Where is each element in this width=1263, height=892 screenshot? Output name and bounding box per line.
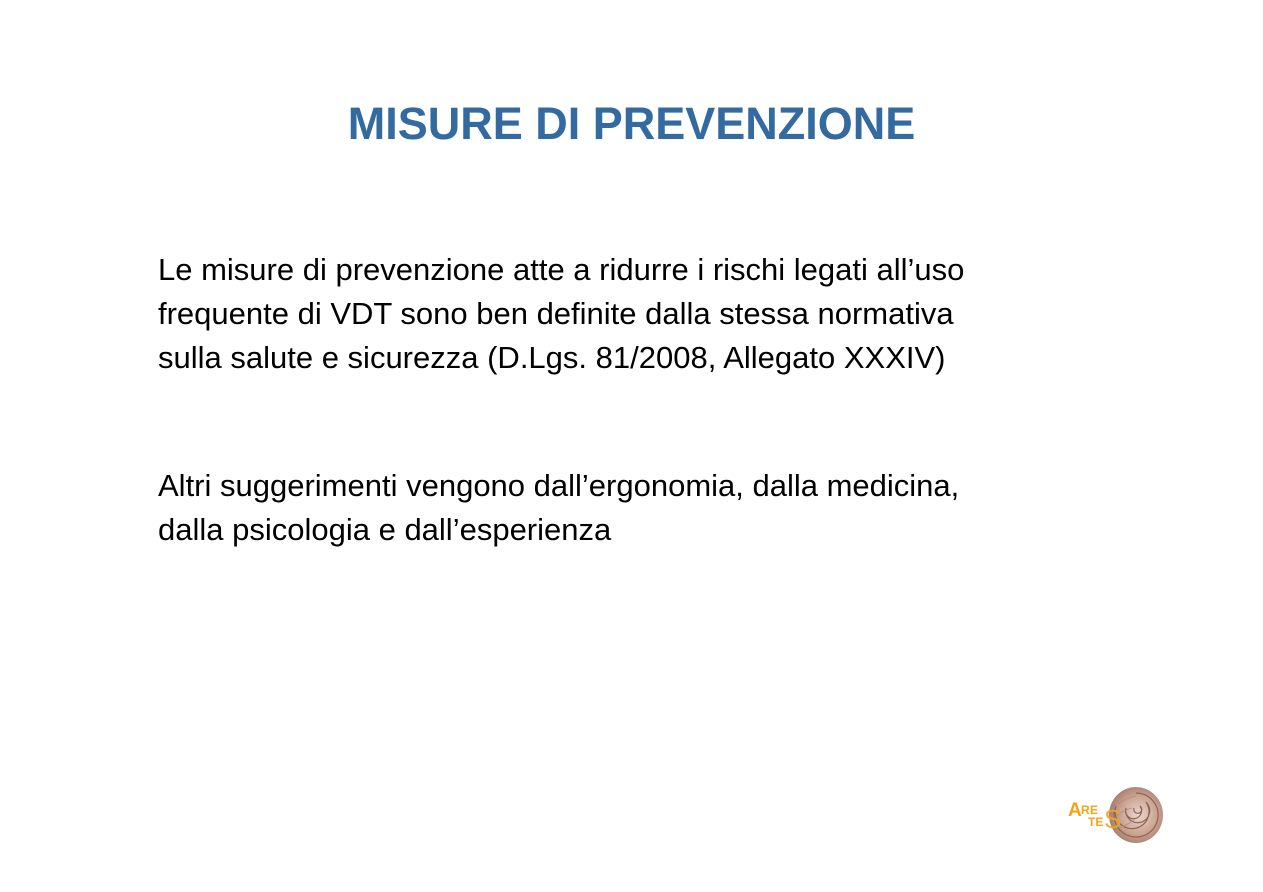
paragraph-line: dalla psicologia e dall’esperienza <box>158 512 612 547</box>
svg-text:E: E <box>1090 803 1099 817</box>
paragraph-suggerimenti <box>158 464 1158 552</box>
paragraph-line: frequente di VDT sono ben definite dalla stessa normativa <box>158 296 954 331</box>
aretes-logo <box>1066 784 1166 846</box>
slide-title: MISURE DI PREVENZIONE <box>347 98 916 149</box>
paragraph-normativa <box>158 248 1158 380</box>
svg-text:S: S <box>1104 804 1122 834</box>
paragraph-line: Altri suggerimenti vengono dall’ergonomia, dalla medicina, <box>158 468 960 503</box>
svg-text:A: A <box>1068 800 1082 821</box>
svg-text:TE: TE <box>1088 815 1104 829</box>
paragraph-line: Le misure di prevenzione atte a ridurre i rischi legati all’uso <box>158 252 965 287</box>
paragraph-line: sulla salute e sicurezza (D.Lgs. 81/2008, Allegato XXXIV) <box>158 340 946 375</box>
nautilus-shell-logo-icon <box>1066 784 1166 846</box>
svg-text:R: R <box>1081 803 1090 817</box>
